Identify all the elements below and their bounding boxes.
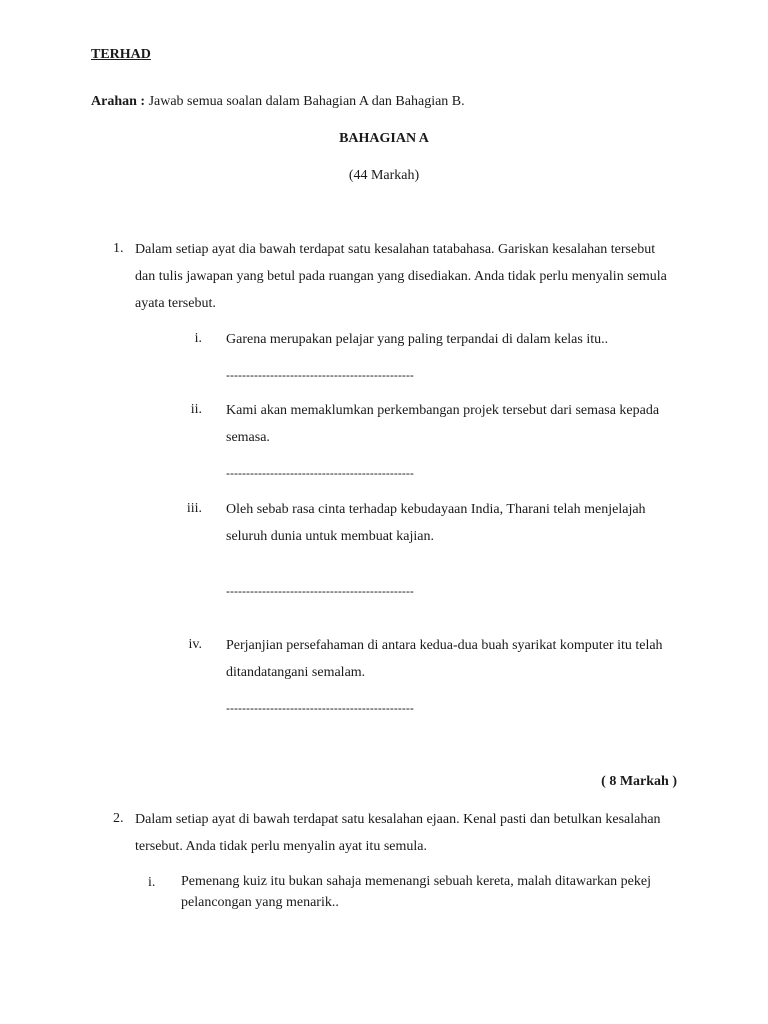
question-text: Dalam setiap ayat dia bawah terdapat satu kesalahan tatabahasa. Gariskan kesalahan tersebut dan tulis jawapan yang betul pada ruangan yang disediakan. Anda tidak perlu menyalin semula ayata tersebut.	[135, 242, 667, 311]
answer-line: -----------------------------------------------	[226, 466, 414, 480]
restricted-label: TERHAD	[91, 47, 151, 62]
section-title: BAHAGIAN A	[339, 131, 429, 146]
instruction-label: Arahan :	[91, 94, 146, 109]
question-text: Dalam setiap ayat di bawah terdapat satu kesalahan ejaan. Kenal pasti dan betulkan kesalahan tersebut. Anda tidak perlu menyalin ayat itu semula.	[135, 812, 661, 854]
answer-line: -----------------------------------------------	[226, 701, 414, 715]
section-marks: (44 Markah)	[348, 168, 420, 183]
item-number: ii.	[190, 402, 202, 417]
instruction	[91, 94, 465, 110]
item-number: i.	[194, 331, 202, 346]
item-number: iii.	[186, 501, 202, 516]
question-number: 1.	[113, 241, 124, 256]
item-text: Kami akan memaklumkan perkembangan projek tersebut dari semasa kepada semasa.	[226, 403, 660, 445]
answer-line: -----------------------------------------------	[226, 584, 414, 598]
item-number: iv.	[188, 637, 202, 652]
item-number: i.	[148, 875, 156, 890]
instruction-text: Jawab semua soalan dalam Bahagian A dan Bahagian B.	[148, 94, 465, 109]
question-marks: ( 8 Markah )	[601, 774, 677, 789]
item-text: Oleh sebab rasa cinta terhadap kebudayaan India, Tharani telah menjelajah seluruh dunia untuk membuat kajian.	[226, 502, 646, 544]
item-text: Perjanjian persefahaman di antara kedua-dua buah syarikat komputer itu telah ditandatangani semalam.	[226, 638, 663, 680]
item-text: Garena merupakan pelajar yang paling terpandai di dalam kelas itu..	[226, 332, 609, 347]
question-number: 2.	[113, 811, 124, 826]
item-text: Pemenang kuiz itu bukan sahaja memenangi sebuah kereta, malah ditawarkan pekej pelancongan yang menarik..	[181, 874, 651, 910]
answer-line: -----------------------------------------------	[226, 368, 414, 382]
